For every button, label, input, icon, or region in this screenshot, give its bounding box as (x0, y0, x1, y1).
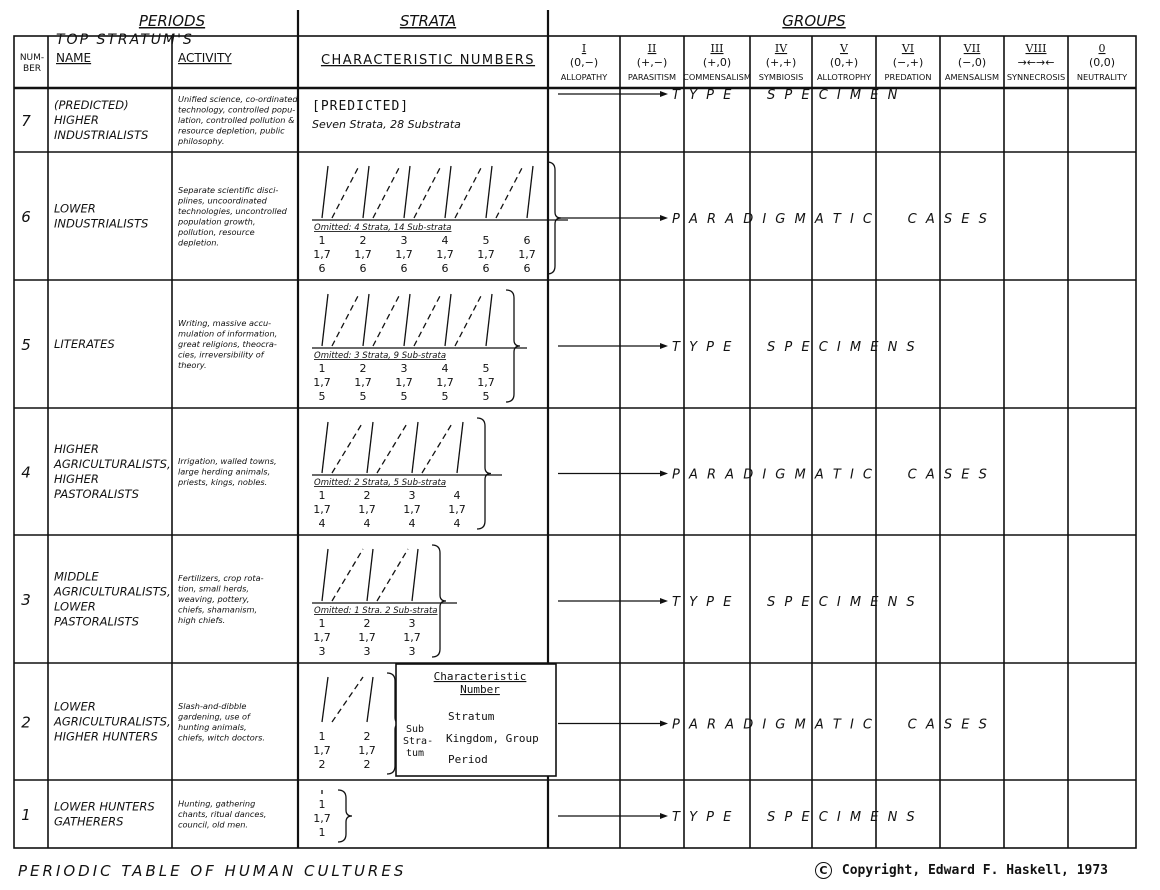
period-row (21, 88, 900, 146)
arrow-head-icon (660, 721, 668, 727)
characteristic-number: 5 (359, 390, 367, 403)
characteristic-number: 1,7 (313, 812, 331, 825)
omitted-note: Omitted: 1 Stra. 2 Sub-strata (314, 606, 438, 616)
characteristic-number: 4 (441, 234, 449, 247)
stratum-name-line: HIGHER HUNTERS (54, 729, 158, 744)
stratum-stroke (412, 422, 418, 473)
characteristic-number: 1 (318, 489, 326, 502)
substratum-stroke (377, 549, 408, 601)
arrow-head-icon (660, 471, 668, 477)
group-classification-label: P A R A D I G M A T I C C A S E S (672, 212, 990, 227)
stratum-name-line: HIGHER (54, 113, 99, 127)
characteristic-number: 3 (318, 645, 326, 658)
activity-line: weaving, pottery, (178, 594, 250, 604)
group-headers (561, 42, 1128, 82)
characteristic-number: 2 (359, 234, 367, 247)
activity-line: technologies, uncontrolled (178, 205, 287, 216)
header-groups: GROUPS (782, 12, 846, 30)
stratum-name-line: MIDDLE (54, 569, 99, 584)
stratum-name-line: LOWER (54, 201, 96, 216)
characteristic-number: 5 (400, 390, 408, 403)
characteristic-number: 5 (482, 390, 490, 403)
group-roman: VI (901, 42, 915, 55)
characteristic-number: 1,7 (313, 376, 331, 389)
substratum-stroke (414, 166, 441, 218)
activity-line: depletion. (178, 237, 220, 248)
characteristic-number: 1,7 (354, 248, 372, 261)
substratum-stroke (373, 294, 400, 346)
characteristic-number: 5 (482, 362, 490, 375)
row-number: 5 (21, 336, 31, 354)
activity-line: pollution, resource (178, 226, 255, 237)
group-classification-label: T Y P E S P E C I M E N (672, 88, 900, 103)
substratum-stroke (496, 166, 523, 218)
characteristic-number: 5 (318, 390, 326, 403)
characteristic-number: 1,7 (313, 248, 331, 261)
characteristic-number: 1,7 (518, 248, 536, 261)
characteristic-number: 2 (363, 617, 371, 630)
row-number: 7 (21, 112, 31, 130)
group-roman: II (647, 42, 657, 55)
period-row (21, 162, 989, 275)
stratum-name-line: HIGHER (54, 472, 99, 486)
header-strata: STRATA (399, 12, 457, 30)
stratum-name-line: INDUSTRIALISTS (54, 216, 149, 231)
stratum-stroke (322, 677, 328, 722)
group-sign-arrows-icon: →←→← (1017, 56, 1055, 69)
activity-line: philosophy. (178, 136, 225, 146)
characteristic-number: 4 (453, 517, 461, 530)
group-roman: V (840, 42, 848, 55)
characteristic-number: 2 (318, 758, 326, 771)
characteristic-number: 1,7 (477, 248, 495, 261)
activity-line: Unified science, co-ordinated (178, 94, 298, 104)
activity-line: mulation of information, (178, 328, 278, 339)
characteristic-number: 1,7 (448, 503, 466, 516)
stratum-stroke (367, 422, 373, 473)
substratum-stroke (455, 294, 482, 346)
group-classification-label: P A R A D I G M A T I C C A S E S (672, 467, 990, 483)
characteristic-number: 1,7 (403, 631, 421, 644)
stratum-name-line: AGRICULTURALISTS, (54, 584, 171, 599)
activity-line: plines, uncoordinated (178, 195, 267, 206)
characteristic-number: 6 (359, 262, 367, 275)
group-roman: VII (963, 42, 981, 55)
activity-line: resource depletion, public (178, 125, 285, 136)
stratum-stroke (486, 294, 492, 346)
row-number: 6 (21, 208, 31, 226)
period-row (21, 545, 917, 658)
group-sign: (−,0) (957, 56, 987, 69)
group-name: NEUTRALITY (1076, 72, 1128, 82)
activity-line: theory. (178, 360, 207, 370)
group-sign: (+,+) (765, 56, 797, 69)
stratum-name-line: INDUSTRIALISTS (54, 128, 149, 142)
arrow-head-icon (660, 598, 668, 604)
characteristic-number: 6 (400, 262, 408, 275)
legend-title-2: Number (460, 683, 500, 696)
characteristic-number: 1 (318, 730, 326, 743)
stratum-name-line: LOWER HUNTERS (54, 799, 155, 814)
period-row (21, 418, 989, 530)
period-row (21, 790, 917, 842)
stratum-stroke (322, 422, 328, 473)
stratum-stroke (404, 166, 410, 218)
characteristic-number: 1 (318, 798, 326, 811)
strata-bracket (477, 418, 491, 529)
characteristic-number: 1 (318, 362, 326, 375)
group-roman: I (581, 42, 587, 55)
group-classification-label: T Y P E S P E C I M E N S (672, 595, 918, 610)
legend-title-1: Characteristic (433, 670, 527, 683)
characteristic-number: 1,7 (313, 631, 331, 644)
legend-box (396, 664, 556, 776)
group-name: ALLOPATHY (560, 72, 608, 82)
legend-line-kingdom: Kingdom, Group (446, 732, 539, 745)
legend-side-2: Stra- (403, 736, 434, 747)
arrow-head-icon (660, 215, 668, 221)
group-name: PARASITISM (627, 72, 677, 82)
legend-line-period: Period (448, 753, 488, 766)
stratum-stroke (445, 166, 451, 218)
characteristic-number: 3 (408, 645, 416, 658)
activity-line: Irrigation, walled towns, (178, 456, 277, 466)
characteristic-number: 1,7 (477, 376, 495, 389)
stratum-stroke (404, 294, 410, 346)
characteristic-number: 3 (408, 489, 416, 502)
group-classification-label: T Y P E S P E C I M E N S (672, 810, 918, 825)
group-name: SYNNECROSIS (1006, 72, 1066, 82)
characteristic-number: 3 (400, 234, 408, 247)
header-number-1: NUM- (19, 53, 45, 63)
table-title: PERIODIC TABLE OF HUMAN CULTURES (18, 862, 407, 880)
legend-side-1: Sub (406, 724, 425, 735)
characteristic-number: 1,7 (358, 631, 376, 644)
group-name: ALLOTROPHY (816, 72, 872, 82)
characteristic-number: 1,7 (313, 744, 331, 757)
activity-line: cies, irreversibility of (178, 349, 264, 360)
stratum-name-line: LOWER (54, 599, 96, 614)
characteristic-number: 6 (318, 262, 326, 275)
omitted-note: Omitted: 2 Strata, 5 Sub-strata (314, 478, 447, 488)
row-number: 3 (21, 591, 31, 609)
substratum-stroke (332, 294, 359, 346)
stratum-name-line: AGRICULTURALISTS, (54, 714, 171, 729)
group-name: PREDATION (884, 72, 932, 82)
activity-line: tion, small herds, (178, 583, 249, 594)
activity-line: large herding animals, (178, 466, 271, 477)
stratum-name-line: PASTORALISTS (54, 487, 139, 501)
group-sign: (0,+) (829, 56, 859, 69)
stratum-name-line: GATHERERS (54, 814, 124, 829)
stratum-stroke (486, 166, 492, 218)
substratum-stroke (422, 422, 453, 473)
substratum-stroke (373, 166, 400, 218)
characteristic-number: 4 (408, 517, 416, 530)
group-name: SYMBIOSIS (758, 72, 804, 82)
stratum-name-line: AGRICULTURALISTS, (54, 457, 171, 471)
characteristic-number: 2 (363, 758, 371, 771)
activity-line: priests, kings, nobles. (178, 477, 268, 487)
arrow-head-icon (660, 91, 668, 97)
characteristic-number: 2 (363, 730, 371, 743)
characteristic-number: 1,7 (436, 248, 454, 261)
strata-bracket (432, 545, 446, 657)
characteristic-number: 6 (523, 234, 531, 247)
characteristic-number: 2 (363, 489, 371, 502)
characteristic-number: 6 (441, 262, 449, 275)
activity-line: hunting animals, (178, 721, 247, 732)
activity-line: chiefs, shamanism, (178, 604, 258, 615)
activity-line: chants, ritual dances, (178, 809, 267, 819)
strata-bracket (506, 290, 520, 402)
characteristic-number: 4 (363, 517, 371, 530)
header-activity: ACTIVITY (178, 51, 232, 65)
characteristic-number: 4 (441, 362, 449, 375)
stratum-name-line: HIGHER (54, 442, 99, 456)
stratum-stroke (367, 677, 373, 722)
copyright-icon: C (815, 862, 832, 879)
characteristic-number: 1,7 (354, 376, 372, 389)
group-sign: (−,+) (892, 56, 924, 69)
stratum-stroke (367, 549, 373, 601)
activity-line: Writing, massive accu- (178, 318, 272, 328)
characteristic-number: 3 (400, 362, 408, 375)
characteristic-number: 1,7 (358, 503, 376, 516)
group-sign: (+,−) (636, 56, 668, 69)
arrow-head-icon (660, 813, 668, 819)
header-number-2: BER (22, 64, 42, 74)
group-sign: (0,−) (569, 56, 599, 69)
stratum-stroke (457, 422, 463, 473)
activity-line: council, old men. (178, 819, 249, 830)
group-roman: III (710, 42, 724, 55)
row-number: 1 (21, 806, 31, 824)
period-row (21, 290, 917, 403)
activity-line: technology, controlled popu- (178, 104, 296, 115)
activity-line: population growth, (178, 216, 256, 227)
substratum-stroke (377, 422, 408, 473)
substratum-stroke (455, 166, 482, 218)
activity-line: Fertilizers, crop rota- (178, 573, 264, 583)
header-periods: PERIODS (138, 12, 206, 30)
characteristic-number: 5 (482, 234, 490, 247)
characteristic-number: 1,7 (395, 376, 413, 389)
omitted-note: Omitted: 3 Strata, 9 Sub-strata (314, 351, 447, 361)
group-name: COMMENSALISM (683, 72, 751, 82)
characteristic-number: 1,7 (436, 376, 454, 389)
stratum-stroke (363, 166, 369, 218)
strata-bracket (338, 790, 352, 842)
substratum-stroke (332, 549, 363, 601)
activity-line: great religions, theocra- (178, 339, 277, 349)
header-name: NAME (56, 51, 92, 65)
group-roman: VIII (1025, 42, 1047, 55)
characteristic-number: 4 (453, 489, 461, 502)
stratum-name-line: LITERATES (54, 337, 115, 351)
group-name: AMENSALISM (944, 72, 1000, 82)
substratum-stroke (332, 422, 363, 473)
substratum-stroke (332, 677, 363, 722)
characteristic-number: 1 (318, 826, 326, 839)
header-top-stratum: TOP STRATUM'S (56, 32, 194, 48)
characteristic-number: 1,7 (313, 503, 331, 516)
stratum-name-line: LOWER (54, 699, 96, 714)
group-sign: (+,0) (702, 56, 732, 69)
stratum-stroke (363, 294, 369, 346)
substratum-stroke (414, 294, 441, 346)
stratum-name-line: PASTORALISTS (54, 614, 139, 629)
characteristic-number: 1,7 (403, 503, 421, 516)
row-number: 4 (21, 463, 31, 482)
stratum-stroke (322, 294, 328, 346)
substratum-stroke (332, 166, 359, 218)
group-sign: (0,0) (1088, 56, 1116, 69)
row-number: 2 (21, 713, 31, 732)
copyright-text: Copyright, Edward F. Haskell, 1973 (841, 863, 1108, 878)
legend-line-stratum: Stratum (448, 710, 495, 723)
characteristic-number: 4 (318, 517, 326, 530)
characteristic-number: 6 (523, 262, 531, 275)
activity-line: gardening, use of (178, 711, 250, 722)
characteristic-number: 3 (363, 645, 371, 658)
characteristic-number: 2 (359, 362, 367, 375)
activity-line: lation, controlled pollution & (178, 115, 295, 125)
characteristic-number: 1,7 (358, 744, 376, 757)
characteristic-number: 1,7 (395, 248, 413, 261)
group-roman: IV (774, 42, 788, 55)
characteristic-number: 6 (482, 262, 490, 275)
characteristic-number: 3 (408, 617, 416, 630)
characteristic-number: 1 (318, 234, 326, 247)
group-classification-label: T Y P E S P E C I M E N S (672, 340, 918, 355)
activity-line: Hunting, gathering (178, 798, 256, 809)
activity-line: high chiefs. (178, 615, 226, 625)
stratum-stroke (322, 166, 328, 218)
activity-line: Separate scientific disci- (178, 184, 279, 195)
copyright-line (815, 862, 1108, 879)
predicted-strata-count: Seven Strata, 28 Substrata (312, 118, 461, 131)
omitted-note: Omitted: 4 Strata, 14 Sub-strata (314, 223, 452, 233)
stratum-stroke (322, 549, 328, 601)
predicted-label: [PREDICTED] (312, 99, 410, 114)
group-roman: 0 (1098, 42, 1106, 55)
stratum-stroke (445, 294, 451, 346)
stratum-stroke (412, 549, 418, 601)
stratum-stroke (527, 166, 533, 218)
group-classification-label: P A R A D I G M A T I C C A S E S (672, 717, 990, 733)
arrow-head-icon (660, 343, 668, 349)
stratum-name-line: (PREDICTED) (54, 98, 129, 112)
characteristic-number: 1 (318, 617, 326, 630)
activity-line: Slash-and-dibble (178, 700, 247, 711)
characteristic-number: 5 (441, 390, 449, 403)
activity-line: chiefs, witch doctors. (178, 732, 265, 743)
header-characteristic-numbers: CHARACTERISTIC NUMBERS (320, 53, 536, 68)
legend-side-3: tum (406, 748, 425, 759)
